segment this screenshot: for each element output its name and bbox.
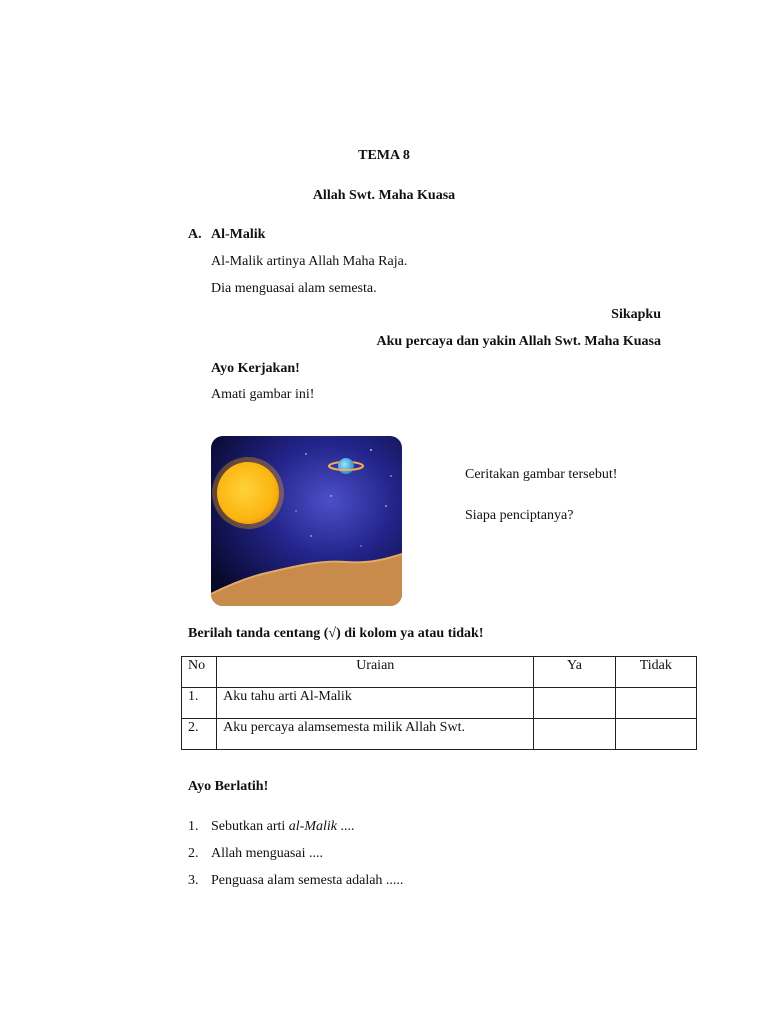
practice-heading: Ayo Berlatih! <box>188 779 269 794</box>
header-ya: Ya <box>534 657 615 688</box>
tidak-checkbox-cell[interactable] <box>615 719 696 750</box>
ya-checkbox-cell[interactable] <box>534 719 615 750</box>
row-statement: Aku tahu arti Al-Malik <box>217 688 534 719</box>
header-no: No <box>182 657 217 688</box>
sun-icon <box>217 462 279 524</box>
practice-item-1-text: Sebutkan arti <box>211 819 289 834</box>
theme-label: TEMA 8 <box>358 148 410 163</box>
activity-instruction: Amati gambar ini! <box>211 387 315 402</box>
practice-item-3-number: 3. <box>188 873 199 888</box>
question-2: Siapa penciptanya? <box>465 508 574 523</box>
row-statement: Aku percaya alamsemesta milik Allah Swt. <box>217 719 534 750</box>
table-header-row <box>182 657 697 688</box>
space-illustration <box>211 436 402 606</box>
activity-heading: Ayo Kerjakan! <box>211 361 300 376</box>
space-illustration-svg <box>211 436 402 606</box>
practice-item-3: Penguasa alam semesta adalah ..... <box>211 873 404 888</box>
section-marker: A. <box>188 227 202 242</box>
checklist-table <box>181 656 697 750</box>
page-title: Allah Swt. Maha Kuasa <box>312 188 456 203</box>
practice-item-1 <box>211 819 354 835</box>
table-row <box>182 688 697 719</box>
checklist-instruction: Berilah tanda centang (√) di kolom ya atau tidak! <box>188 626 484 641</box>
practice-item-2: Allah menguasai .... <box>211 846 323 861</box>
section-heading: Al-Malik <box>211 227 266 242</box>
header-tidak: Tidak <box>615 657 696 688</box>
definition-line: Al-Malik artinya Allah Maha Raja. <box>211 254 408 269</box>
header-uraian: Uraian <box>217 657 534 688</box>
practice-item-1-number: 1. <box>188 819 199 834</box>
row-number: 1. <box>182 688 217 719</box>
sikapku-label: Sikapku <box>611 307 661 322</box>
practice-item-1-blank: .... <box>336 819 355 834</box>
question-1: Ceritakan gambar tersebut! <box>465 467 618 482</box>
definition-line-2: Dia menguasai alam semesta. <box>211 281 377 296</box>
sikapku-statement: Aku percaya dan yakin Allah Swt. Maha Kuasa <box>376 334 661 349</box>
practice-item-2-number: 2. <box>188 846 199 861</box>
ya-checkbox-cell[interactable] <box>534 688 615 719</box>
practice-item-1-term: al-Malik <box>288 819 337 834</box>
table-row <box>182 719 697 750</box>
tidak-checkbox-cell[interactable] <box>615 688 696 719</box>
row-number: 2. <box>182 719 217 750</box>
